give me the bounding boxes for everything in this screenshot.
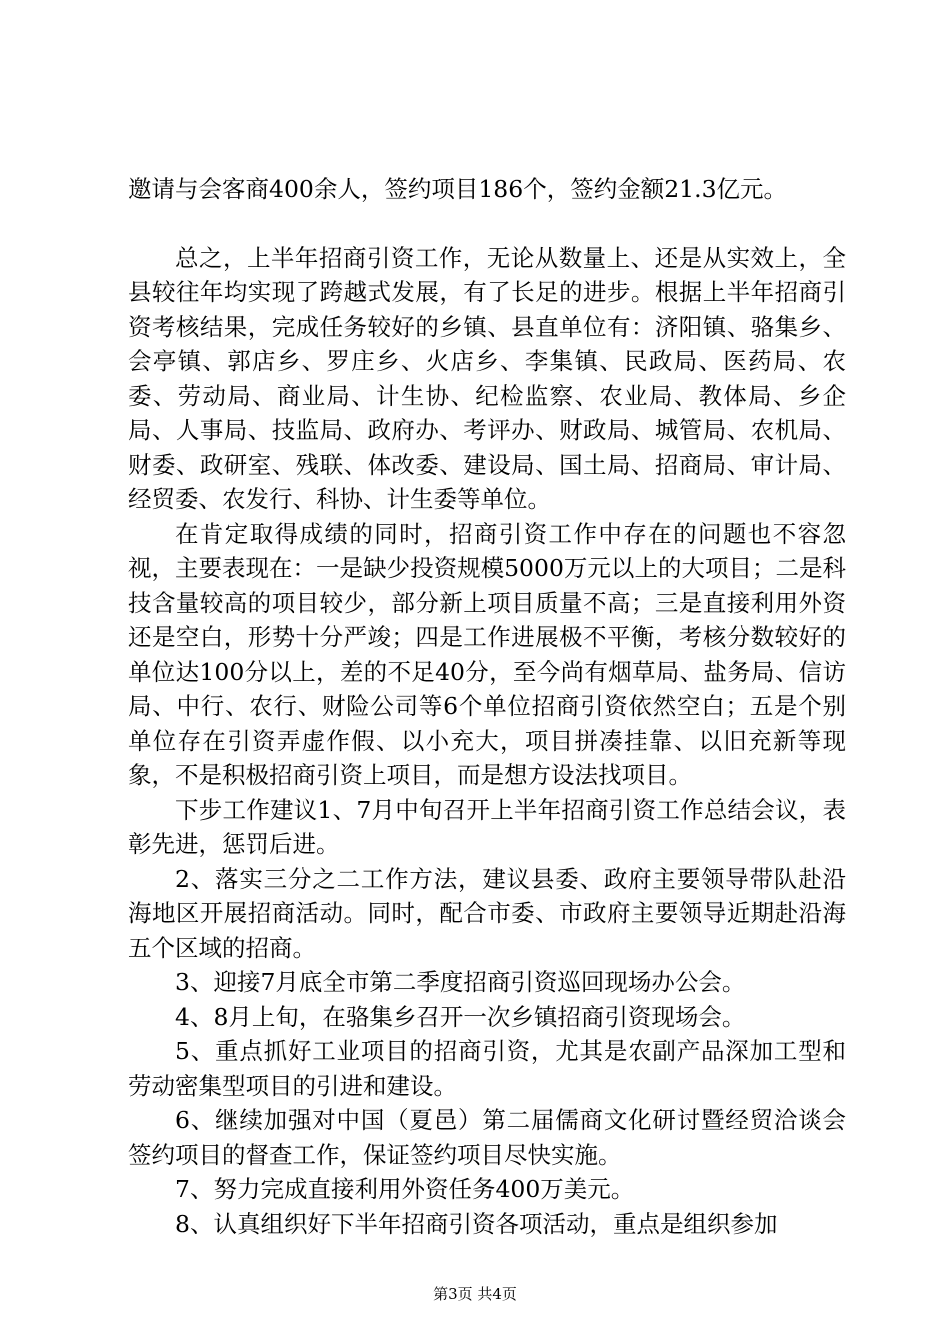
paragraph-problems: 在肯定取得成绩的同时，招商引资工作中存在的问题也不容忽视，主要表现在：一是缺少投资规模5000万元以上的大项目；二是科技含量较高的项目较少，部分新上项目质量不高；三是直接利用外资还是空白，形势十分严竣；四是工作进展极不平衡，考核分数较好的单位达100分以上，差的不足40分，至今尚有烟草局、盐务局、信访局、中行、农行、财险公司等6个单位招商引资依然空白；五是个别单位存在引资弄虚作假、以小充大，项目拼凑挂靠、以旧充新等现象，不是积极招商引资上项目，而是想方设法找项目。 [128,519,846,789]
paragraph-summary: 总之，上半年招商引资工作，无论从数量上、还是从实效上，全县较往年均实现了跨越式发展，有了长足的进步。根据上半年招商引资考核结果，完成任务较好的乡镇、县直单位有：济阳镇、骆集乡、会亭镇、郭店乡、罗庄乡、火店乡、李集镇、民政局、医药局、农委、劳动局、商业局、计生协、纪检监察、农业局、教体局、乡企局、人事局、技监局、政府办、考评办、财政局、城管局、农机局、财委、政研室、残联、体改委、建设局、国土局、招商局、审计局、经贸委、农发行、科协、计生委等单位。 [128,243,846,513]
paragraph-suggestion-7: 7、努力完成直接利用外资任务400万美元。 [175,1175,635,1203]
paragraph-suggestion-6: 6、继续加强对中国（夏邑）第二届儒商文化研讨暨经贸洽谈会签约项目的督查工作，保证签约项目尽快实施。 [128,1106,846,1169]
paragraph-suggestion-1: 下步工作建议1、7月中旬召开上半年招商引资工作总结会议，表彰先进，惩罚后进。 [128,795,846,858]
paragraph-suggestion-8: 8、认真组织好下半年招商引资各项活动，重点是组织参加 [175,1209,778,1238]
paragraph-suggestion-4: 4、8月上旬，在骆集乡召开一次乡镇招商引资现场会。 [175,1002,746,1031]
document-body [128,172,846,1241]
paragraph-suggestion-3: 3、迎接7月底全市第二季度招商引资巡回现场办公会。 [175,968,746,996]
page-number-footer: 第3页 共4页 [433,1285,517,1303]
paragraph-suggestion-5: 5、重点抓好工业项目的招商引资，尤其是农副产品深加工型和劳动密集型项目的引进和建设。 [128,1037,846,1100]
paragraph-continuation: 邀请与会客商400余人，签约项目186个，签约金额21.3亿元。 [128,175,788,203]
paragraph-suggestion-2: 2、落实三分之二工作方法，建议县委、政府主要领导带队赴沿海地区开展招商活动。同时，配合市委、市政府主要领导近期赴沿海五个区域的招商。 [128,864,846,962]
